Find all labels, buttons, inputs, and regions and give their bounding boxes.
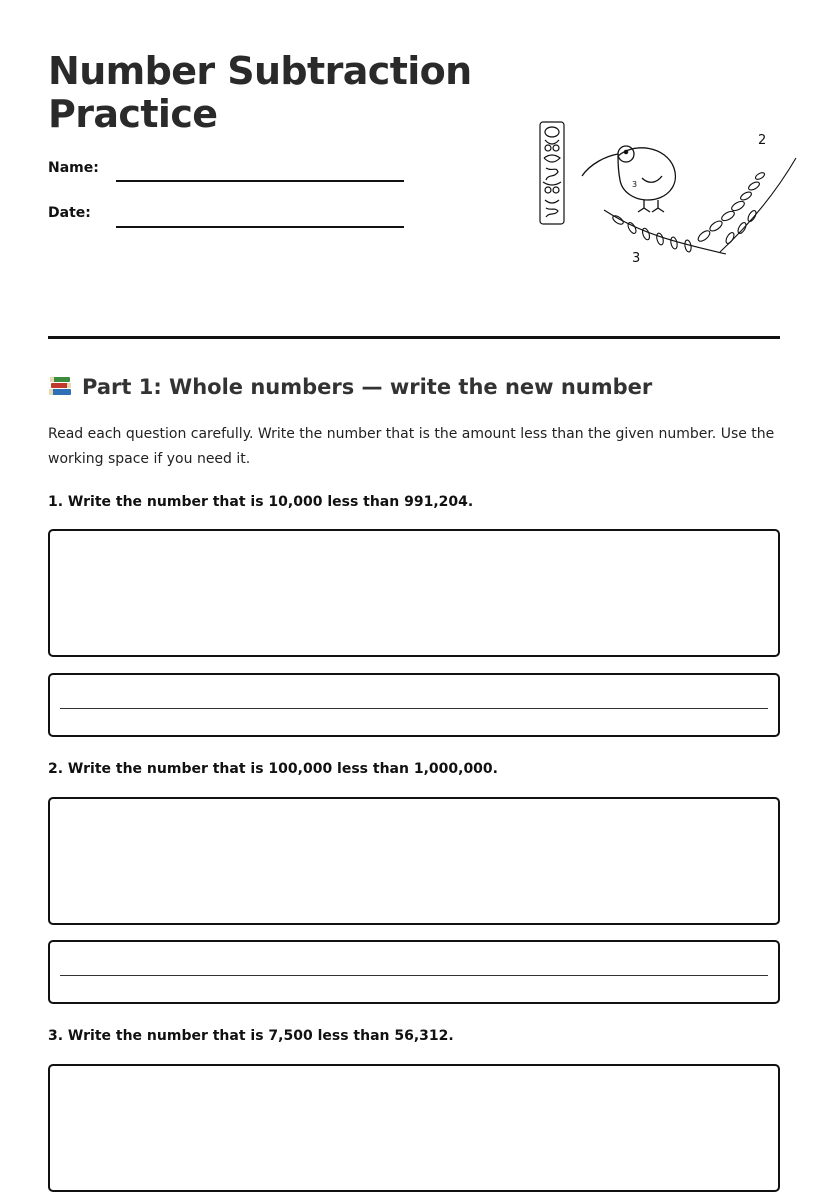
- name-field[interactable]: [116, 180, 404, 182]
- question-3-text: 3. Write the number that is 7,500 less than 56,312.: [48, 1028, 454, 1044]
- section-heading-text: Part 1: Whole numbers — write the new number: [82, 375, 653, 399]
- question-2-text: 2. Write the number that is 100,000 less than 1,000,000.: [48, 761, 498, 777]
- answer-line: [60, 708, 768, 709]
- tiki-carving-icon: [540, 122, 564, 224]
- illustration-number-2: 3: [632, 251, 641, 266]
- date-label: Date:: [48, 205, 91, 221]
- question-3-working-space[interactable]: [48, 1064, 780, 1192]
- question-1-text: 1. Write the number that is 10,000 less than 991,204.: [48, 494, 474, 510]
- question-2-working-space[interactable]: [48, 797, 780, 925]
- question-2-answer-box[interactable]: [48, 940, 780, 1004]
- kiwi-bird-icon: [582, 146, 675, 212]
- illustration-number-3: 3: [632, 180, 638, 189]
- date-field[interactable]: [116, 226, 404, 228]
- question-1-working-space[interactable]: [48, 529, 780, 657]
- name-label: Name:: [48, 160, 99, 176]
- section-heading: [48, 374, 652, 399]
- instructions-text: Read each question carefully. Write the number that is the amount less than the given number. Use the working space if you need it.: [48, 426, 775, 467]
- question-1-answer-box[interactable]: [48, 673, 780, 737]
- illustration-number-1: 2: [758, 133, 767, 148]
- answer-line: [60, 975, 768, 976]
- page-title: Number Subtraction Practice: [48, 49, 472, 136]
- worksheet-page: [48, 0, 780, 1118]
- fern-icon: [604, 158, 796, 254]
- divider: [48, 336, 780, 339]
- illustration: [534, 116, 767, 276]
- books-icon: [48, 374, 74, 398]
